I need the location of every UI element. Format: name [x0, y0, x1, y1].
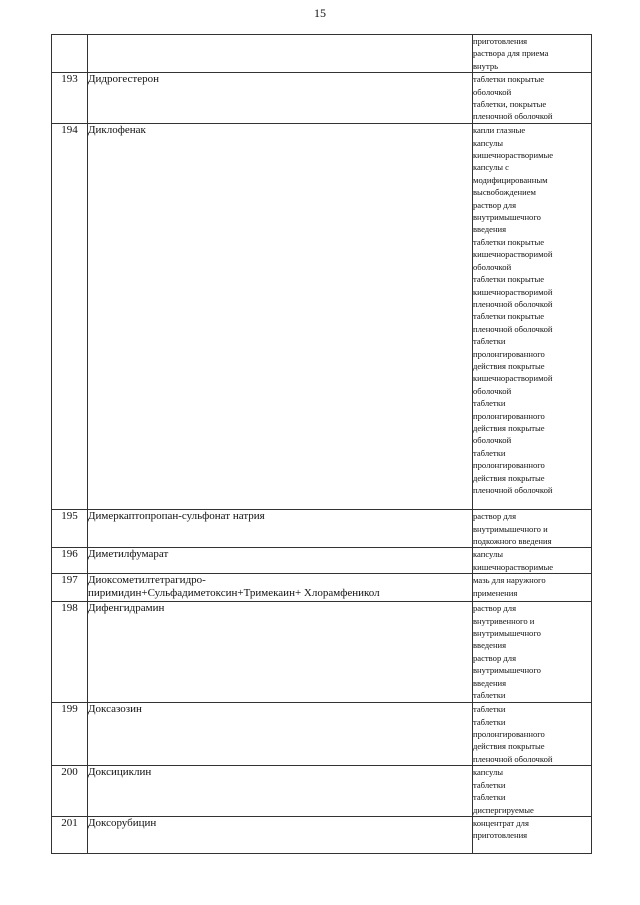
- table-row: [52, 602, 592, 703]
- dosage-form-line: таблетки покрытые: [473, 274, 545, 285]
- dosage-form-line: пролонгированного: [473, 460, 545, 471]
- dosage-form-cell: [473, 35, 592, 73]
- dosage-form-line: пленочной оболочкой: [473, 753, 553, 764]
- row-number: 197: [52, 574, 88, 602]
- drug-name-cell: [88, 124, 473, 510]
- dosage-form-line: кишечнорастворимой: [473, 286, 553, 297]
- dosage-form-cell: [473, 548, 592, 574]
- dosage-form-cell: [473, 510, 592, 548]
- dosage-form-line: оболочкой: [473, 261, 512, 272]
- dosage-form-line: пролонгированного: [473, 410, 545, 421]
- dosage-form-line: таблетки: [473, 716, 506, 727]
- dosage-form-line: капли глазные: [473, 125, 526, 136]
- dosage-form-line: действия покрытые: [473, 472, 545, 483]
- table-row: [52, 766, 592, 817]
- drug-name-cell: [88, 766, 473, 817]
- dosage-form-line: раствор для: [473, 199, 517, 210]
- dosage-form-line: кишечнорастворимой: [473, 373, 553, 384]
- dosage-form-cell: [473, 574, 592, 602]
- drug-name: Диметилфумарат: [88, 548, 169, 561]
- table-row: [52, 548, 592, 574]
- drug-name-cell: [88, 548, 473, 574]
- dosage-form-line: пленочной оболочкой: [473, 323, 553, 334]
- dosage-form-cell: [473, 703, 592, 766]
- page-number: 15: [314, 6, 326, 20]
- drug-name: Диклофенак: [88, 124, 146, 137]
- dosage-form-line: внутримышечного: [473, 665, 541, 676]
- dosage-form-line: таблетки, покрытые: [473, 99, 547, 110]
- dosage-form-line: введения: [473, 640, 507, 651]
- row-number: 201: [52, 816, 88, 853]
- dosage-form-cell: [473, 124, 592, 510]
- dosage-form-line: пролонгированного: [473, 729, 545, 740]
- drug-name-cell: [88, 35, 473, 73]
- dosage-form-line: таблетки: [473, 336, 506, 347]
- dosage-form-line: таблетки покрытые: [473, 236, 545, 247]
- table-row: [52, 703, 592, 766]
- dosage-form-line: капсулы с: [473, 162, 509, 173]
- dosage-form-line: введения: [473, 224, 507, 235]
- drug-name: Доксициклин: [88, 766, 152, 779]
- dosage-form-line: действия покрытые: [473, 741, 545, 752]
- dosage-form-cell: [473, 73, 592, 124]
- dosage-form-line: введения: [473, 677, 507, 688]
- dosage-form-line: раствор для: [473, 603, 517, 614]
- dosage-form-line: таблетки: [473, 690, 506, 701]
- dosage-form-line: пленочной оболочкой: [473, 298, 553, 309]
- dosage-form-line: таблетки: [473, 779, 506, 790]
- dosage-form-line: оболочкой: [473, 385, 512, 396]
- dosage-form-cell: [473, 766, 592, 817]
- row-number: 195: [52, 510, 88, 548]
- dosage-form-line: подкожного введения: [473, 536, 552, 547]
- drug-name-cell: [88, 816, 473, 853]
- dosage-form-line: таблетки покрытые: [473, 74, 545, 85]
- row-number: 194: [52, 124, 88, 510]
- dosage-form-line: таблетки: [473, 704, 506, 715]
- dosage-form-line: внутримышечного: [473, 628, 541, 639]
- row-number: 200: [52, 766, 88, 817]
- table-row: [52, 816, 592, 853]
- dosage-form-line: высвобождением: [473, 187, 536, 198]
- dosage-form-line: концентрат для: [473, 817, 529, 828]
- dosage-form-line: диспергируемые: [473, 804, 534, 815]
- dosage-form-line: капсулы: [473, 767, 504, 778]
- drug-name: Дидрогестерон: [88, 73, 159, 86]
- dosage-form-line: таблетки: [473, 398, 506, 409]
- drug-name: Димеркаптопропан-сульфонат натрия: [88, 510, 265, 523]
- dosage-form-line: таблетки: [473, 792, 506, 803]
- dosage-form-line: кишечнорастворимые: [473, 561, 554, 572]
- table-row: [52, 124, 592, 510]
- dosage-form-line: мазь для наружного: [473, 575, 546, 586]
- dosage-form-line: внутривенного и: [473, 615, 535, 626]
- row-number: 193: [52, 73, 88, 124]
- dosage-form-line: приготовления: [473, 830, 528, 841]
- dosage-form-line: таблетки: [473, 447, 506, 458]
- row-number: 199: [52, 703, 88, 766]
- dosage-form-line: капсулы: [473, 137, 504, 148]
- drug-name: Диоксометилтетрагидро-: [88, 574, 206, 587]
- dosage-form-line: кишечнорастворимой: [473, 249, 553, 260]
- dosage-form-line: внутримышечного и: [473, 523, 548, 534]
- row-number: 196: [52, 548, 88, 574]
- dosage-form-line: раствора для приема: [473, 48, 549, 59]
- dosage-form-line: оболочкой: [473, 86, 512, 97]
- dosage-form-line: внутрь: [473, 60, 499, 71]
- dosage-form-line: оболочкой: [473, 435, 512, 446]
- drug-name-cell: [88, 73, 473, 124]
- dosage-form-cell: [473, 816, 592, 853]
- row-number: [52, 35, 88, 73]
- drug-name: пиримидин+Сульфадиметоксин+Тримекаин+ Хлорамфеникол: [88, 587, 380, 600]
- drug-name: Доксазозин: [88, 703, 142, 716]
- dosage-form-line: действия покрытые: [473, 422, 545, 433]
- dosage-form-line: раствор для: [473, 652, 517, 663]
- dosage-form-line: раствор для: [473, 511, 517, 522]
- row-number: 198: [52, 602, 88, 703]
- table-row: [52, 73, 592, 124]
- dosage-form-line: внутримышечного: [473, 212, 541, 223]
- dosage-form-line: применения: [473, 587, 518, 598]
- dosage-form-cell: [473, 602, 592, 703]
- dosage-form-line: действия покрытые: [473, 360, 545, 371]
- drug-name-cell: [88, 703, 473, 766]
- drug-name: Доксорубицин: [88, 816, 157, 829]
- dosage-form-line: пленочной оболочкой: [473, 485, 553, 495]
- dosage-form-line: капсулы: [473, 549, 504, 560]
- drug-name: Дифенгидрамин: [88, 602, 165, 615]
- dosage-form-line: кишечнорастворимые: [473, 150, 554, 161]
- table-row: [52, 510, 592, 548]
- dosage-form-line: пролонгированного: [473, 348, 545, 359]
- table-body: [52, 35, 592, 854]
- drug-name-cell: [88, 574, 473, 602]
- table-row: [52, 35, 592, 73]
- dosage-form-line: модифицированным: [473, 174, 548, 185]
- drug-name-cell: [88, 510, 473, 548]
- dosage-form-line: пленочной оболочкой: [473, 111, 553, 122]
- dosage-form-line: приготовления: [473, 36, 528, 46]
- table-row: [52, 574, 592, 602]
- drug-name-cell: [88, 602, 473, 703]
- drug-table: [51, 34, 592, 854]
- dosage-form-line: таблетки покрытые: [473, 311, 545, 322]
